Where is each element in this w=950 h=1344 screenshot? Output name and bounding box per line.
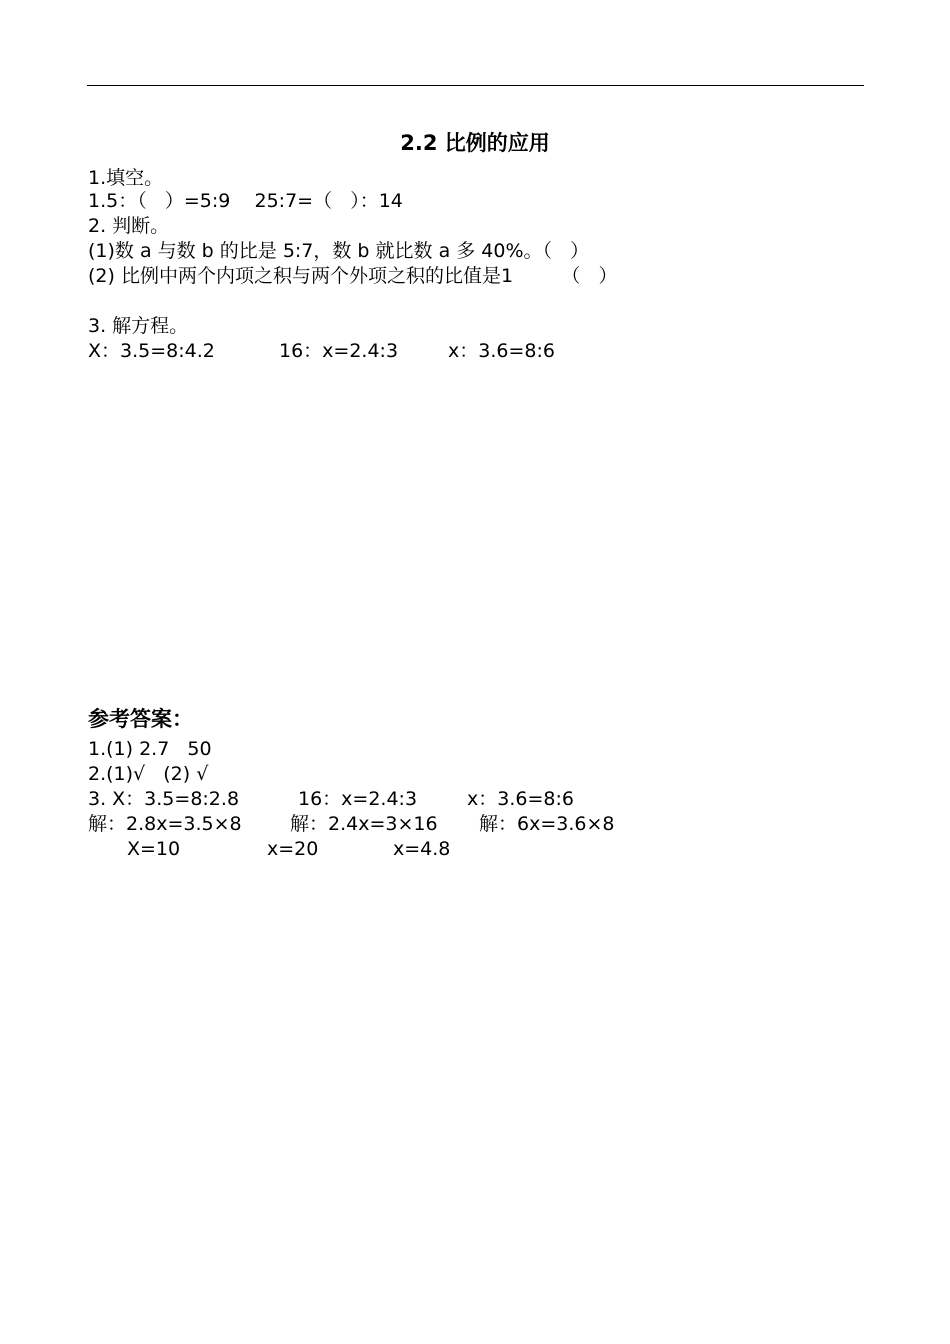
answer-3-equation-2: 16：x=2.4:3 — [298, 788, 418, 810]
q1-line: 1.5：（ ）=5:9 25:7=（ ）：14 — [88, 190, 403, 212]
answer-3-solution-3: 解：6x=3.6×8 — [479, 813, 615, 835]
q3-equation-2: 16：x=2.4:3 — [279, 340, 399, 362]
answer-3-result-3: x=4.8 — [393, 838, 451, 860]
answer-3-equation-3: x：3.6=8:6 — [467, 788, 574, 810]
answer-3-equation-1: 3. X：3.5=8:2.8 — [88, 788, 240, 810]
q3-equation-3: x：3.6=8:6 — [448, 340, 555, 362]
answer-3-result-2: x=20 — [267, 838, 319, 860]
q3-equation-1: X：3.5=8:4.2 — [88, 340, 215, 362]
q1-heading: 1.填空。 — [88, 167, 164, 189]
answer-3-solution-2: 解：2.4x=3×16 — [290, 813, 438, 835]
q2-heading: 2. 判断。 — [88, 215, 170, 237]
answer-3-solution-1: 解：2.8x=3.5×8 — [88, 813, 242, 835]
answers-heading: 参考答案： — [88, 707, 193, 731]
answer-3-result-1: X=10 — [127, 838, 181, 860]
q2-item-1: (1)数 a 与数 b 的比是 5:7，数 b 就比数 a 多 40%。（ ） — [88, 240, 590, 262]
page-title: 2.2 比例的应用 — [400, 131, 550, 155]
q3-heading: 3. 解方程。 — [88, 315, 189, 337]
answer-1: 1.(1) 2.7 50 — [88, 738, 212, 760]
q2-item-2: (2) 比例中两个内项之积与两个外项之积的比值是1 （ ） — [88, 265, 618, 287]
answer-2: 2.(1)√ (2) √ — [88, 763, 209, 785]
header-rule — [87, 85, 864, 86]
